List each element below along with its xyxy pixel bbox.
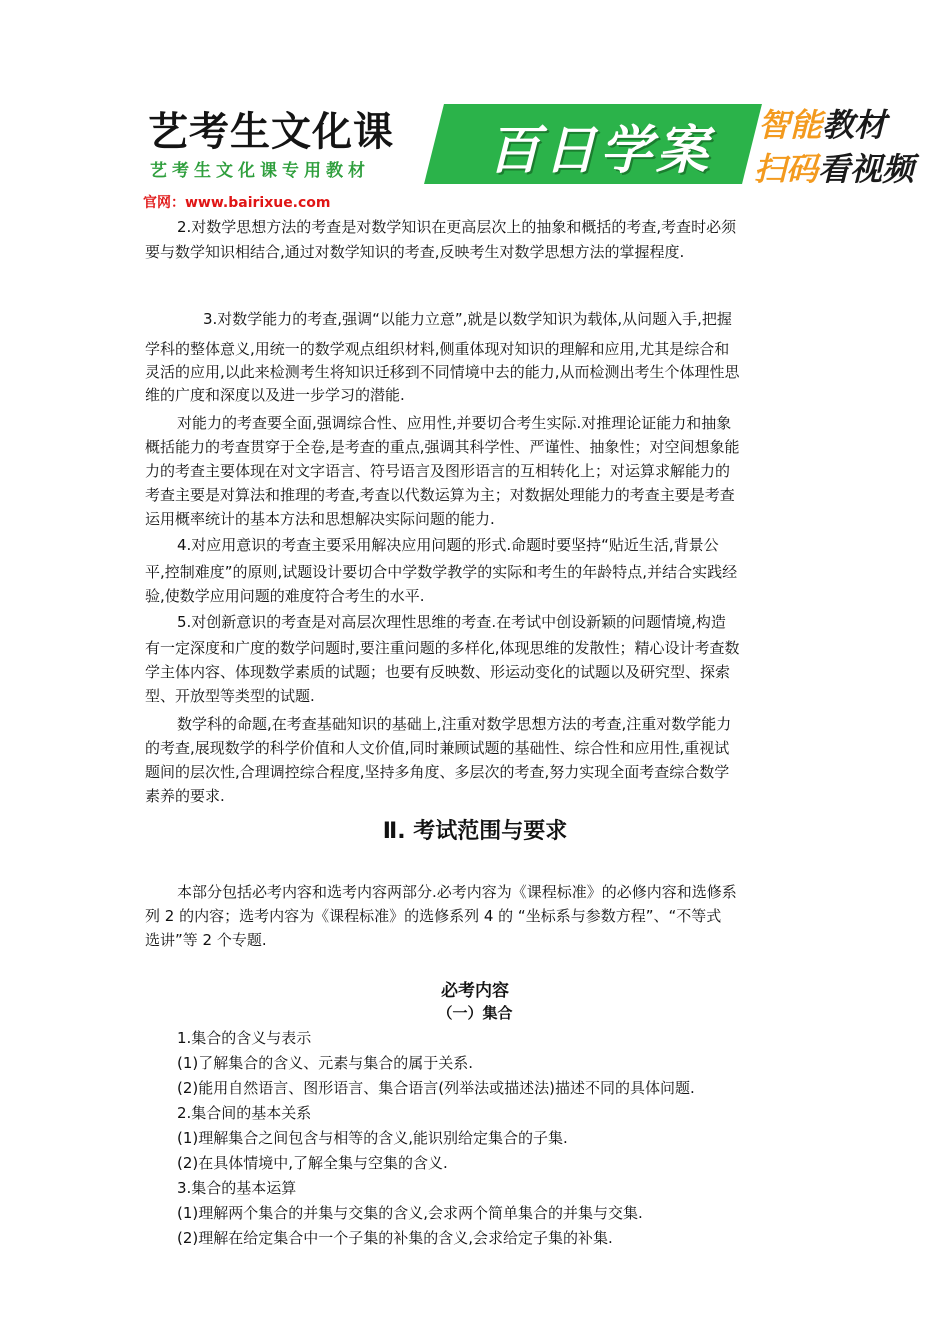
text-line: 考查主要是对算法和推理的考查,考查以代数运算为主；对数据处理能力的考查主要是考查 bbox=[145, 486, 735, 504]
text-line: 数学科的命题,在考查基础知识的基础上,注重对数学思想方法的考查,注重对数学能力 bbox=[177, 715, 732, 733]
sets-title: （一）集合 bbox=[437, 1004, 513, 1022]
required-title: 必考内容 bbox=[441, 981, 509, 1001]
text-line: 4.对应用意识的考查主要采用解决应用问题的形式.命题时要坚持“贴近生活,背景公 bbox=[177, 536, 719, 554]
slogan-1b: 教材 bbox=[822, 106, 887, 144]
header-banner bbox=[142, 98, 942, 190]
list-item: (1)理解两个集合的并集与交集的含义,会求两个简单集合的并集与交集. bbox=[177, 1204, 643, 1222]
text-line: 要与数学知识相结合,通过对数学知识的考查,反映考生对数学思想方法的掌握程度. bbox=[145, 243, 685, 261]
text-line: 力的考查主要体现在对文字语言、符号语言及图形语言的互相转化上；对运算求解能力的 bbox=[145, 462, 731, 480]
list-item: (2)理解在给定集合中一个子集的补集的含义,会求给定子集的补集. bbox=[177, 1229, 613, 1247]
banner-subtitle: 艺考生文化课专用教材 bbox=[150, 161, 370, 181]
text-line: 验,使数学应用问题的难度符合考生的水平. bbox=[145, 587, 425, 605]
banner-slogan-2 bbox=[754, 144, 914, 190]
text-line: 学主体内容、体现数学素质的试题；也要有反映数、形运动变化的试题以及研究型、探索 bbox=[145, 663, 731, 681]
list-item: (2)在具体情境中,了解全集与空集的含义. bbox=[177, 1154, 448, 1172]
banner-slogan-1 bbox=[758, 100, 886, 146]
text-line: 学科的整体意义,用统一的数学观点组织材料,侧重体现对知识的理解和应用,尤其是综合和 bbox=[145, 340, 730, 358]
text-line: 对能力的考查要全面,强调综合性、应用性,并要切合考生实际.对推理论证能力和抽象 bbox=[177, 414, 732, 432]
text-line: 维的广度和深度以及进一步学习的潜能. bbox=[145, 386, 405, 404]
text-line: 型、开放型等类型的试题. bbox=[145, 687, 315, 705]
text-line: 3.对数学能力的考查,强调“以能力立意”,就是以数学知识为载体,从问题入手,把握 bbox=[203, 310, 732, 328]
website-link[interactable]: 官网：www.bairixue.com bbox=[143, 195, 331, 211]
list-item: (2)能用自然语言、图形语言、集合语言(列举法或描述法)描述不同的具体问题. bbox=[177, 1079, 695, 1097]
text-line: 题间的层次性,合理调控综合程度,坚持多角度、多层次的考查,努力实现全面考查综合数学 bbox=[145, 763, 730, 781]
list-item: 3.集合的基本运算 bbox=[177, 1179, 297, 1197]
slogan-2a: 扫码 bbox=[754, 150, 819, 188]
text-line: 本部分包括必考内容和选考内容两部分.必考内容为《课程标准》的必修内容和选修系 bbox=[177, 883, 737, 901]
text-line: 5.对创新意识的考查是对高层次理性思维的考查.在考试中创设新颖的问题情境,构造 bbox=[177, 613, 726, 631]
text-line: 2.对数学思想方法的考查是对数学知识在更高层次上的抽象和概括的考查,考查时必须 bbox=[177, 218, 737, 236]
list-item: 2.集合间的基本关系 bbox=[177, 1104, 312, 1122]
section-title: Ⅱ. 考试范围与要求 bbox=[382, 819, 568, 844]
text-line: 的考查,展现数学的科学价值和人文价值,同时兼顾试题的基础性、综合性和应用性,重视试 bbox=[145, 739, 730, 757]
text-line: 运用概率统计的基本方法和思想解决实际问题的能力. bbox=[145, 510, 495, 528]
text-line: 平,控制难度”的原则,试题设计要切合中学数学教学的实际和考生的年龄特点,并结合实践经 bbox=[145, 563, 738, 581]
banner-title: 艺考生文化课 bbox=[148, 109, 394, 155]
text-line: 列 2 的内容；选考内容为《课程标准》的选修系列 4 的 “坐标系与参数方程”、“不等式 bbox=[145, 907, 722, 925]
slogan-2b: 看视频 bbox=[818, 150, 915, 188]
banner-badge: 百日学案 bbox=[487, 121, 712, 181]
text-line: 概括能力的考查贯穿于全卷,是考查的重点,强调其科学性、严谨性、抽象性；对空间想象能 bbox=[145, 438, 740, 456]
list-item: (1)理解集合之间包含与相等的含义,能识别给定集合的子集. bbox=[177, 1129, 568, 1147]
slogan-1a: 智能 bbox=[758, 106, 823, 144]
text-line: 选讲”等 2 个专题. bbox=[145, 931, 267, 949]
text-line: 有一定深度和广度的数学问题时,要注重问题的多样化,体现思维的发散性；精心设计考查数 bbox=[145, 639, 740, 657]
text-line: 灵活的应用,以此来检测考生将知识迁移到不同情境中去的能力,从而检测出考生个体理性思 bbox=[145, 363, 740, 381]
list-item: 1.集合的含义与表示 bbox=[177, 1029, 312, 1047]
text-line: 素养的要求. bbox=[145, 787, 225, 805]
list-item: (1)了解集合的含义、元素与集合的属于关系. bbox=[177, 1054, 474, 1072]
